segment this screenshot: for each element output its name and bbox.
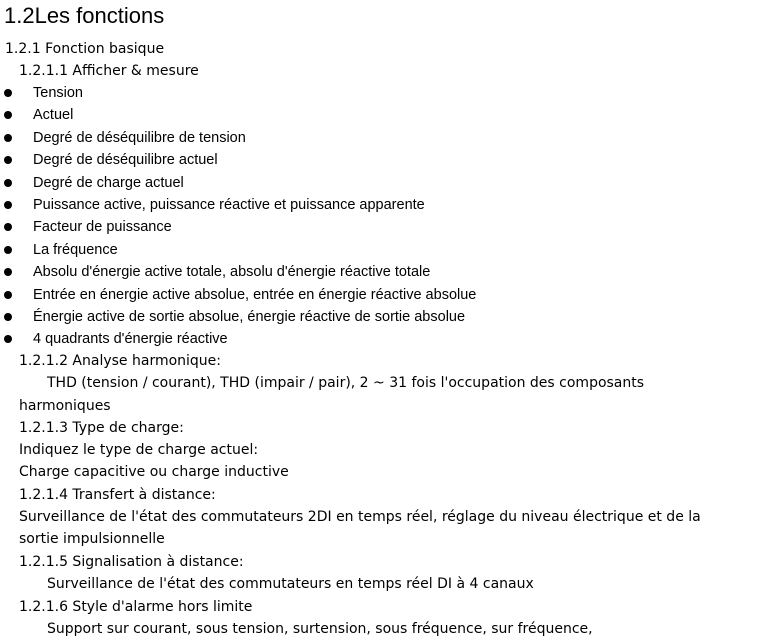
load-type-line2: Charge capacitive ou charge inductive [19, 464, 289, 480]
bullet-icon [4, 313, 12, 321]
remote-transfer-line1: Surveillance de l'état des commutateurs 2DI en temps réel, réglage du niveau électrique et de la [19, 509, 701, 525]
list-item: 4 quadrants d'énergie réactive [0, 328, 773, 350]
list-item: Degré de déséquilibre actuel [0, 149, 773, 171]
bullet-icon [4, 268, 12, 276]
subsection-heading-basic: 1.2.1 Fonction basique [5, 41, 165, 57]
bullet-icon [4, 201, 12, 209]
list-item: Degré de charge actuel [0, 172, 773, 194]
section-title: 1.2Les fonctions [4, 3, 165, 28]
alarm-style-line1: Support sur courant, sous tension, surtension, sous fréquence, sur fréquence, [47, 621, 593, 637]
bullet-icon [4, 134, 12, 142]
list-item: Facteur de puissance [0, 216, 773, 238]
harmonic-text-line1: THD (tension / courant), THD (impair / pair), 2 ~ 31 fois l'occupation des composants [47, 375, 645, 391]
measurement-list [0, 82, 773, 351]
bullet-icon [4, 223, 12, 231]
list-item: Puissance active, puissance réactive et puissance apparente [0, 194, 773, 216]
heading-remote-signal: 1.2.1.5 Signalisation à distance: [19, 554, 244, 570]
list-item: Degré de déséquilibre de tension [0, 127, 773, 149]
list-item: Absolu d'énergie active totale, absolu d'énergie réactive totale [0, 261, 773, 283]
heading-load-type: 1.2.1.3 Type de charge: [19, 420, 184, 436]
bullet-icon [4, 89, 12, 97]
bullet-icon [4, 179, 12, 187]
bullet-icon [4, 246, 12, 254]
list-item: Actuel [0, 104, 773, 126]
list-item: Entrée en énergie active absolue, entrée en énergie réactive absolue [0, 284, 773, 306]
heading-display-measure: 1.2.1.1 Afficher & mesure [19, 63, 199, 79]
heading-remote-transfer: 1.2.1.4 Transfert à distance: [19, 487, 216, 503]
bullet-icon [4, 111, 12, 119]
load-type-line1: Indiquez le type de charge actuel: [19, 442, 259, 458]
remote-signal-line1: Surveillance de l'état des commutateurs en temps réel DI à 4 canaux [47, 576, 534, 592]
harmonic-text-line2: harmoniques [19, 398, 111, 414]
list-item: La fréquence [0, 239, 773, 261]
remote-transfer-line2: sortie impulsionnelle [19, 531, 165, 547]
heading-harmonic-analysis: 1.2.1.2 Analyse harmonique: [19, 353, 222, 369]
bullet-icon [4, 291, 12, 299]
list-item: Énergie active de sortie absolue, énergie réactive de sortie absolue [0, 306, 773, 328]
list-item: Tension [0, 82, 773, 104]
bullet-icon [4, 156, 12, 164]
heading-alarm-style: 1.2.1.6 Style d'alarme hors limite [19, 599, 253, 615]
bullet-icon [4, 335, 12, 343]
